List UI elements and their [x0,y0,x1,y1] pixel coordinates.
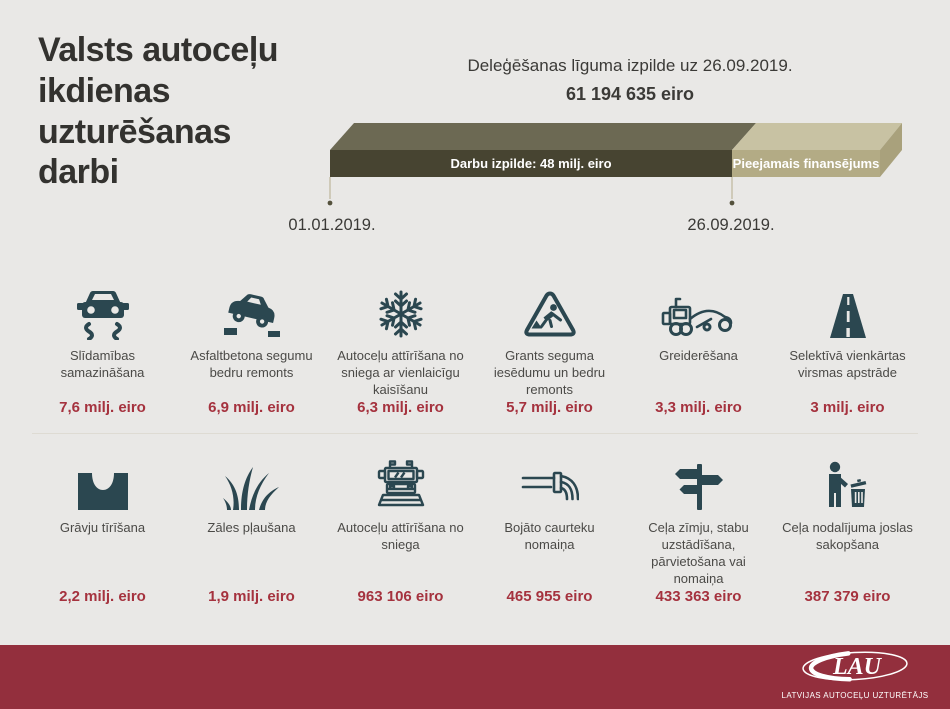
item-amount: 387 379 eiro [804,587,891,605]
culvert-icon [521,440,579,512]
grid-item-slipperiness [28,276,177,417]
marker-dot [730,201,735,206]
grass-icon [223,440,281,512]
road-icon [825,276,871,340]
item-amount: 5,7 milj. eiro [506,398,593,416]
footer-band [0,645,950,709]
item-label: Ceļa nodalījuma joslas sakopšana [782,520,913,552]
row-divider [32,433,918,434]
chart-total: 61 194 635 eiro [565,84,695,104]
snowflake-icon [375,276,427,340]
signpost-icon [671,440,727,512]
item-label: Asfaltbetona segumu bedru remonts [190,348,313,380]
item-label: Grāvju tīrīšana [59,520,146,535]
grid-item-signs-posts [624,440,773,606]
logo-text: LAU [833,654,881,680]
item-label: Bojāto caurteku nomaiņa [504,520,595,552]
grid-item-gravel-repair [475,276,624,417]
lau-logo-mark [795,649,915,685]
roadworks-sign-icon [522,276,578,340]
item-amount: 963 106 eiro [357,587,444,605]
snowplow-icon [372,440,430,512]
start-dot [328,201,333,206]
item-label: Zāles pļaušana [207,520,296,535]
grid-item-snow-removal [326,440,475,606]
grid-item-ditch-cleaning [28,440,177,606]
ditch-icon [76,440,130,512]
item-label: Slīdamības samazināšana [60,348,145,380]
item-amount: 6,9 milj. eiro [208,398,295,416]
lau-logo [780,649,930,700]
grid-item-culvert-replacement [475,440,624,606]
grid-item-surface-treatment [773,276,922,417]
car-skid-icon [76,276,130,340]
car-pothole-icon [224,276,280,340]
bar-executed-label: Darbu izpilde: 48 milj. eiro [450,156,612,171]
date-marker-label: 26.09.2019. [687,216,775,234]
item-amount: 3 milj. eiro [810,398,885,416]
bar-top-light [732,123,902,150]
item-label: Selektīvā vienkārtas virsmas apstrāde [789,348,906,380]
item-amount: 6,3 milj. eiro [357,398,444,416]
grid-item-asphalt-potholes [177,276,326,417]
page-title: Valsts autoceļu ikdienas uzturēšanas darbi [38,31,279,192]
item-amount: 7,6 milj. eiro [59,398,146,416]
grid-item-roadside-cleanup [773,440,922,606]
item-amount: 2,2 milj. eiro [59,587,146,605]
item-label: Greiderēšana [659,348,738,363]
maintenance-grid-row-2 [28,440,922,605]
bar-available-label: Pieejamais finansējums [732,156,880,171]
item-amount: 1,9 milj. eiro [208,587,295,605]
grid-item-grading [624,276,773,417]
grader-icon [661,276,737,340]
item-label: Autoceļu attīrīšana no sniega ar vienlaicīgu kaisīšanu [337,348,464,397]
item-amount: 3,3 milj. eiro [655,398,742,416]
bar-top-dark [330,123,756,150]
grid-item-snow-clearing-gritting [326,276,475,417]
item-amount: 465 955 eiro [506,587,593,605]
item-label: Ceļa zīmju, stabu uzstādīšana, pārvietošana vai nomaiņa [648,520,749,586]
grid-item-grass-mowing [177,440,326,606]
chart-title: Deleģēšanas līguma izpilde uz 26.09.2019. [467,56,793,75]
chart-header [310,56,950,105]
logo-tagline: LATVIJAS AUTOCEĻU UZTURĒTĀJS [781,691,929,700]
item-label: Autoceļu attīrīšana no sniega [337,520,464,552]
budget-bar-chart [0,0,950,250]
date-start-label: 01.01.2019. [288,216,376,234]
item-label: Grants seguma iesēdumu un bedru remonts [493,348,606,397]
litter-cleanup-icon [820,440,876,512]
item-amount: 433 363 eiro [655,587,742,605]
maintenance-grid-row-1 [28,276,922,414]
